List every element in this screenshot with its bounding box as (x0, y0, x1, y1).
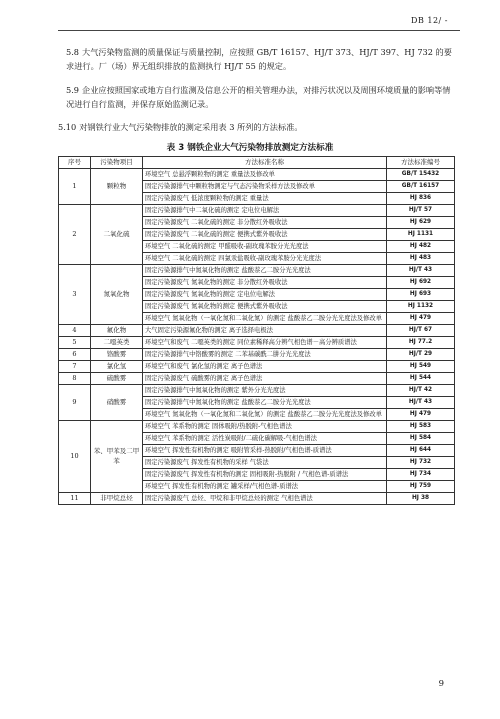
table-row (59, 337, 455, 349)
standard-code-header: DB 12/ - (411, 16, 448, 25)
cell-seq: 2 (59, 205, 91, 265)
cell-standard: GB/T 15432 (387, 169, 455, 181)
cell-standard: HJ 1132 (387, 301, 455, 313)
cell-method: 环境空气 挥发性有机物的测定 吸附管采样-热脱附/气相色谱-质谱法 (143, 445, 387, 457)
cell-method: 固定污染源排气中二氧化硫的测定 定电位电解法 (143, 205, 387, 217)
table-row (59, 265, 455, 277)
cell-standard: HJ 1131 (387, 229, 455, 241)
cell-pollutant: 硝酸雾 (91, 385, 143, 421)
cell-seq: 8 (59, 373, 91, 385)
cell-standard: HJ/T 29 (387, 349, 455, 361)
cell-pollutant: 颗粒物 (91, 169, 143, 205)
clause-5-10 (58, 120, 458, 134)
cell-method: 固定污染源排气中铬酸雾的测定 二苯基碳酰二肼分光光度法 (143, 349, 387, 361)
cell-standard: GB/T 16157 (387, 181, 455, 193)
cell-method: 固定污染源废气 挥发性有机物的测定 固相吸附-热脱附 / 气相色谱-质谱法 (143, 469, 387, 481)
clause-5-8 (66, 45, 458, 73)
table-row (59, 325, 455, 337)
cell-standard: HJ 544 (387, 373, 455, 385)
cell-seq: 3 (59, 265, 91, 325)
cell-pollutant: 二氧化硫 (91, 205, 143, 265)
cell-pollutant: 硫酸雾 (91, 373, 143, 385)
cell-method: 固定污染源废气 氮氧化物的测定 定电位电解法 (143, 289, 387, 301)
cell-standard: HJ 836 (387, 193, 455, 205)
cell-pollutant: 苯、甲苯及二甲苯 (91, 421, 143, 493)
cell-standard: HJ/T 67 (387, 325, 455, 337)
cell-pollutant: 铬酸雾 (91, 349, 143, 361)
cell-method: 固定污染源废气 总烃、甲烷和非甲烷总烃的测定 气相色谱法 (143, 493, 387, 505)
table-row (59, 421, 455, 433)
cell-standard: HJ 549 (387, 361, 455, 373)
cell-method: 固定污染源排气中氮氧化物的测定 紫外分光光度法 (143, 385, 387, 397)
cell-seq: 1 (59, 169, 91, 205)
cell-method: 环境空气 氮氧化物（一氧化氮和二氧化氮）的测定 盐酸萘乙二胺分光光度法及修改单 (143, 313, 387, 325)
table-row (59, 349, 455, 361)
cell-method: 固定污染源废气 硫酸雾的测定 离子色谱法 (143, 373, 387, 385)
cell-method: 环境空气 苯系物的测定 活性炭吸附/二硫化碳解吸-气相色谱法 (143, 433, 387, 445)
cell-standard: HJ 483 (387, 253, 455, 265)
cell-standard: HJ 584 (387, 433, 455, 445)
cell-standard: HJ 629 (387, 217, 455, 229)
table-row (59, 493, 455, 505)
cell-pollutant: 非甲烷总烃 (91, 493, 143, 505)
table-row (59, 373, 455, 385)
cell-method: 环境空气 苯系物的测定 固体吸附/热脱附-气相色谱法 (143, 421, 387, 433)
cell-standard: HJ 479 (387, 409, 455, 421)
cell-pollutant: 氟化物 (91, 325, 143, 337)
cell-method: 大气固定污染源氟化物的测定 离子选择电极法 (143, 325, 387, 337)
clause-number: 5.10 (58, 122, 77, 132)
cell-standard: HJ 692 (387, 277, 455, 289)
cell-method: 固定污染源排气中颗粒物测定与气态污染物采样方法及修改单 (143, 181, 387, 193)
cell-seq: 7 (59, 361, 91, 373)
cell-method: 固定污染源废气 低浓度颗粒物的测定 重量法 (143, 193, 387, 205)
cell-method: 环境空气 二氧化硫的测定 甲醛吸收-副玫瑰苯胺分光光度法 (143, 241, 387, 253)
header-rule (58, 30, 460, 31)
cell-seq: 11 (59, 493, 91, 505)
cell-method: 环境空气和废气 氯化氢的测定 离子色谱法 (143, 361, 387, 373)
page-number: 9 (438, 679, 444, 689)
clause-text: 企业应按照国家或地方自行监测及信息公开的相关管理办法，对排污状况以及周围环境质量的影响等情况进行自行监测，并保存原始监测记录。 (66, 85, 451, 109)
header-seq: 序号 (59, 157, 91, 169)
header-pollutant: 污染物项目 (91, 157, 143, 169)
cell-standard: HJ/T 43 (387, 265, 455, 277)
cell-method: 环境空气 总悬浮颗粒物的测定 重量法及修改单 (143, 169, 387, 181)
cell-method: 固定污染源废气 二氧化硫的测定 便携式紫外吸收法 (143, 229, 387, 241)
cell-standard: HJ 734 (387, 469, 455, 481)
cell-pollutant: 氮氧化物 (91, 265, 143, 325)
cell-method: 环境空气 二氧化硫的测定 四氯汞盐吸收-副玫瑰苯胺分光光度法 (143, 253, 387, 265)
cell-pollutant: 二噁英类 (91, 337, 143, 349)
cell-standard: HJ 583 (387, 421, 455, 433)
cell-standard: HJ/T 43 (387, 397, 455, 409)
cell-standard: HJ 77.2 (387, 337, 455, 349)
cell-method: 固定污染源废气 氮氧化物的测定 非分散红外吸收法 (143, 277, 387, 289)
table-header-row (59, 157, 455, 169)
table-row (59, 205, 455, 217)
methods-table (58, 156, 455, 505)
clause-text: 大气污染物监测的质量保证与质量控制，应按照 GB/T 16157、HJ/T 373、HJ/T 397、HJ 732 的要求进行。厂（场）界无组织排放的监测执行 HJ/T 55 的规定。 (66, 47, 452, 71)
cell-seq: 6 (59, 349, 91, 361)
table-body (59, 169, 455, 505)
cell-method: 环境空气 挥发性有机物的测定 罐采样/气相色谱-质谱法 (143, 481, 387, 493)
header-standard: 方法标准编号 (387, 157, 455, 169)
cell-standard: HJ 644 (387, 445, 455, 457)
cell-standard: HJ/T 42 (387, 385, 455, 397)
cell-seq: 4 (59, 325, 91, 337)
cell-seq: 10 (59, 421, 91, 493)
clause-number: 5.9 (66, 85, 80, 95)
table-row (59, 385, 455, 397)
table-row (59, 361, 455, 373)
clause-5-9 (66, 83, 458, 111)
cell-method: 固定污染源废气 挥发性有机物的采样 气袋法 (143, 457, 387, 469)
table-row (59, 169, 455, 181)
cell-method: 环境空气和废气 二噁英类的测定 同位素稀释高分辨气相色谱－高分辨质谱法 (143, 337, 387, 349)
cell-method: 固定污染源排气中氮氧化物的测定 盐酸萘乙二胺分光光度法 (143, 265, 387, 277)
cell-standard: HJ 693 (387, 289, 455, 301)
cell-method: 环境空气 氮氧化物（一氧化氮和二氧化氮）的测定 盐酸萘乙二胺分光光度法及修改单 (143, 409, 387, 421)
table-title: 表 3 钢铁企业大气污染物排放测定方法标准 (166, 143, 334, 153)
cell-standard: HJ 479 (387, 313, 455, 325)
cell-seq: 9 (59, 385, 91, 421)
clause-text: 对钢铁行业大气污染物排放的测定采用表 3 所列的方法标准。 (79, 122, 303, 132)
cell-pollutant: 氯化氢 (91, 361, 143, 373)
cell-standard: HJ 732 (387, 457, 455, 469)
cell-method: 固定污染源废气 二氧化硫的测定 非分散红外吸收法 (143, 217, 387, 229)
cell-seq: 5 (59, 337, 91, 349)
cell-standard: HJ/T 57 (387, 205, 455, 217)
cell-method: 固定污染源废气 氮氧化物的测定 便携式紫外吸收法 (143, 301, 387, 313)
header-method: 方法标准名称 (143, 157, 387, 169)
cell-standard: HJ 759 (387, 481, 455, 493)
cell-method: 固定污染源排气中氮氧化物的测定 盐酸萘乙二胺分光光度法 (143, 397, 387, 409)
cell-standard: HJ 482 (387, 241, 455, 253)
cell-standard: HJ 38 (387, 493, 455, 505)
clause-number: 5.8 (66, 47, 80, 57)
